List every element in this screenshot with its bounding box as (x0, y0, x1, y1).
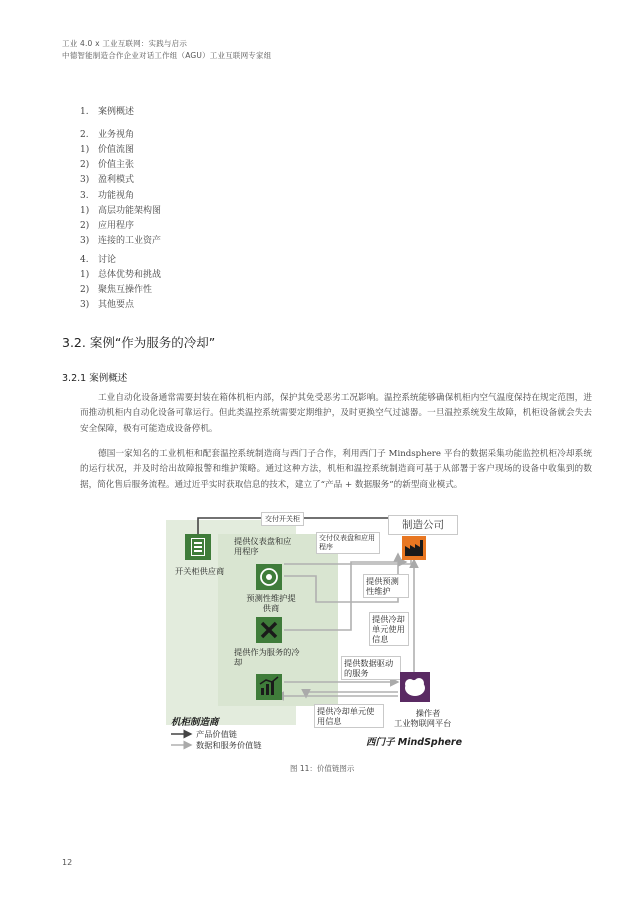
outline-item-number: 1) (80, 145, 90, 155)
outline-item (80, 218, 134, 231)
outline-item (80, 172, 134, 185)
outline-item (80, 252, 116, 265)
outline-item-number: 3) (80, 175, 90, 185)
predictive-maintenance-provider-label: 预测性维护提供商 (246, 593, 296, 613)
figure-caption: 图 11：价值链图示 (290, 764, 355, 773)
outline-item (80, 203, 161, 216)
outline-item-number: 2) (80, 221, 90, 231)
section-heading: 3.2. 案例“作为服务的冷却” (62, 335, 216, 350)
outline-item (80, 297, 134, 310)
outline-item-number: 2) (80, 285, 90, 295)
outline-item-text: 业务视角 (98, 130, 135, 140)
paragraph-cooperation: 德国一家知名的工业机柜和配套温控系统制造商与西门子合作，利用西门子 Mindsphere 平台的数据采集功能监控机柜冷却系统的运行状况，并及时给出故障报警和维护策略。通过这种方法，机柜和温控系统制造商可基于从部署于客户现场的设备中收集到的数据，简化售后服务流程。通过近乎实时获取信息的技术，建立了“产品 + 数据服务”的新型商业模式。 (80, 449, 592, 490)
subsection-heading: 3.2.1 案例概述 (62, 373, 128, 384)
outline-item-number: 3) (80, 300, 90, 310)
data-driven-service-label: 提供数据驱动的服务 (341, 656, 401, 680)
running-header-title: 工业 4.0 x 工业互联网：实践与启示 (62, 39, 188, 48)
outline-item-number: 3) (80, 236, 90, 246)
outline-item-text: 连接的工业资产 (98, 236, 162, 246)
outline-item (80, 233, 161, 246)
tools-icon (256, 617, 282, 643)
switchgear-cabinet-icon (185, 534, 211, 560)
siemens-mindsphere-label: 西门子 MindSphere (366, 737, 463, 748)
outline-item (80, 188, 134, 201)
operator-label: 操作者 (415, 708, 441, 718)
outline-item (80, 157, 134, 170)
provide-cooling-info-label: 提供冷却单元使用信息 (369, 612, 409, 646)
manufacturer-box: 制造公司 (388, 515, 458, 535)
legend-data-chain: 数据和服务价值链 (196, 740, 262, 750)
analytics-icon (256, 674, 282, 700)
outline-item-number: 1) (80, 206, 90, 216)
outline-item-number: 2. (80, 130, 89, 140)
paragraph-intro: 工业自动化设备通常需要封装在箱体机柜内部，保护其免受恶劣工况影响。温控系统能够确保机柜内空气温度保持在规定范围，进而推动机柜内自动化设备可靠运行。但此类温控系统需要定期维护，及时更换空气过滤器。一旦温控系统发生故障，机柜设备就会失去安全保障，极有可能造成设备停机。 (80, 393, 592, 434)
outline-item-number: 1) (80, 270, 90, 280)
outline-item (80, 142, 134, 155)
outline-item (80, 267, 161, 280)
running-header-subtitle: 中德智能制造合作企业对话工作组（AGU）工业互联网专家组 (62, 51, 272, 60)
outline-item-text: 案例概述 (98, 107, 135, 117)
outline-item-number: 4. (80, 255, 89, 265)
cabinet-maker-label: 机柜制造商 (171, 717, 219, 728)
outline-item-text: 其他要点 (98, 300, 135, 310)
outline-item-text: 价值主张 (98, 160, 135, 170)
value-chain-diagram (166, 512, 466, 757)
outline-item-text: 总体优势和挑战 (98, 270, 162, 280)
iot-platform-label: 工业物联网平台 (394, 718, 452, 728)
deliver-dashboard-label: 交付仪表盘和应用程序 (316, 532, 380, 554)
outline-item-text: 高层功能架构图 (98, 206, 162, 216)
outline-item-text: 聚焦互操作性 (98, 285, 153, 295)
outline-item-text: 盈利模式 (98, 175, 135, 185)
outline-item (80, 282, 152, 295)
outline-item (80, 104, 134, 117)
legend-product-chain: 产品价值链 (196, 729, 237, 739)
switchgear-supplier-label: 开关柜供应商 (175, 566, 225, 576)
outline-item (80, 127, 134, 140)
outline-item-text: 价值流图 (98, 145, 135, 155)
outline-item-text: 讨论 (98, 255, 117, 265)
provide-predictive-maintenance-label: 提供预测性维护 (363, 574, 409, 598)
provide-dashboard-label: 提供仪表盘和应用程序 (234, 536, 292, 556)
outline-item-text: 功能视角 (98, 191, 135, 201)
outline-item-number: 2) (80, 160, 90, 170)
outline-item-number: 1. (80, 107, 89, 117)
page-number: 12 (62, 858, 73, 867)
outline-item-text: 应用程序 (98, 221, 135, 231)
cloud-platform-icon (400, 672, 430, 702)
deliver-cabinet-label: 交付开关柜 (261, 512, 304, 526)
cooling-usage-info-label: 提供冷却单元使用信息 (314, 704, 384, 728)
cooling-service-label: 提供作为服务的冷却 (234, 647, 300, 667)
predictive-maintenance-icon (256, 564, 282, 590)
factory-icon (402, 536, 426, 560)
outline-item-number: 3. (80, 191, 89, 201)
